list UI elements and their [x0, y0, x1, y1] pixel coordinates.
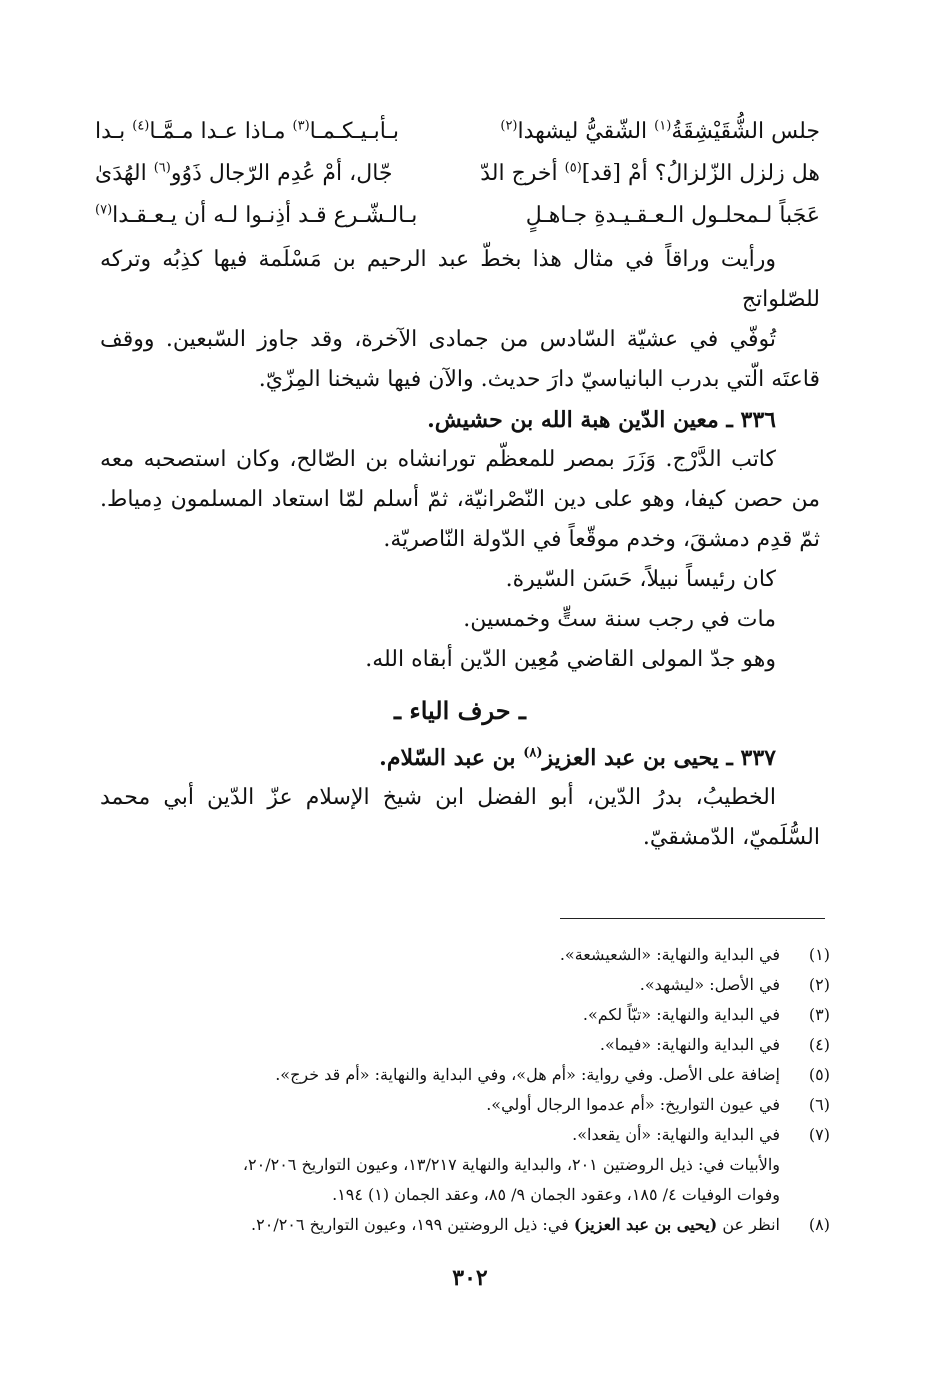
entry-336-paragraph-4: وهو جدّ المولى القاضي مُعِين الدّين أبقاه الله.	[365, 647, 776, 672]
verse-text: مـاذا عـدا مـمَّـا	[149, 118, 293, 144]
entry-337-name: ٣٣٧ ـ يحيى بن عبد العزيز	[542, 745, 776, 771]
footnote-number: (٨)	[808, 1215, 830, 1234]
footnotes	[140, 940, 830, 1240]
verse-2-second-hemistich	[95, 161, 393, 186]
footnote-2	[140, 970, 830, 1000]
verse-1-first-hemistich	[500, 119, 820, 144]
footnote-text-part: انظر عن	[717, 1215, 780, 1234]
footnote-ref: (٥)	[564, 160, 582, 176]
footnote-number: (٦)	[808, 1095, 830, 1114]
footnote-number: (٣)	[808, 1005, 830, 1024]
footnote-number: (٧)	[808, 1125, 830, 1144]
verse-3-first-hemistich	[526, 203, 820, 228]
entry-336-heading: ٣٣٦ ـ معين الدّين هبة الله بن حشيش.	[427, 407, 776, 433]
footnote-1	[140, 940, 830, 970]
verse-text: عَجَباً لـمحلـول الـعـقـيـدةِ جـاهـلٍ	[525, 202, 820, 228]
entry-336-paragraph-3: مات في رجب سنة ستٍّ وخمسين.	[463, 607, 776, 632]
footnote-text-part: في: ذيل الروضتين ١٩٩، وعيون التواريخ ٢٠/٢٠٦.	[251, 1215, 574, 1234]
footnote-ref: (١)	[654, 118, 672, 134]
entry-336-paragraph-1: كاتب الدَّرْج. وَزَرَ بمصر للمعظّم تورانشاه بن الصّالح، وكان استصحبه معه من حصن كيفا، وهو على دين النّصْرانيّة، ثمّ أسلم لمّا استعاد المسلمون دِمياط. ثمّ قدِم دمشقَ، وخدم موقّعاً في الدّولة النّاصريّة.	[100, 447, 820, 552]
main-text	[100, 240, 820, 858]
footnote-text: إضافة على الأصل. وفي رواية: «أم هل»، وفي البداية والنهاية: «أم قد خرج».	[275, 1065, 780, 1084]
entry-337-paragraph-1: الخطيبُ، بدرُ الدّين، أبو الفضل ابن شيخ الإسلام عزّ الدّين أبي محمد السُّلَميّ، الدّمشقيّ.	[100, 785, 820, 850]
footnote-5	[140, 1060, 830, 1090]
footnote-ref: (٣)	[292, 118, 310, 134]
verse-text: أخرج الدّ	[480, 160, 565, 186]
verse-text: جلس الشُّقَيْشِقَةُ	[671, 118, 820, 144]
page-number: ٣٠٢	[452, 1265, 488, 1291]
entry-337-heading	[100, 738, 820, 778]
footnote-number: (١)	[808, 945, 830, 964]
footnote-7-continuation-2: وفوات الوفيات ٤/ ١٨٥، وعقود الجمان ٩/ ٨٥، وعقد الجمان (١) ١٩٤.	[332, 1185, 780, 1204]
verse-line-3	[95, 194, 820, 236]
poem-verses	[95, 110, 820, 236]
verse-2-first-hemistich	[480, 161, 820, 186]
entry-336-paragraph-2: كان رئيساً نبيلاً، حَسَن السّيرة.	[505, 567, 776, 592]
verse-line-2	[95, 152, 820, 194]
verse-line-1	[95, 110, 820, 152]
footnote-8	[140, 1210, 830, 1240]
footnote-4	[140, 1030, 830, 1060]
footnote-text: في البداية والنهاية: «الشعيشعة».	[559, 945, 780, 964]
footnote-ref: (٦)	[153, 160, 171, 176]
footnote-bold-name: (يحيى بن عبد العزيز)	[573, 1215, 718, 1234]
footnote-7-continuation-1: والأبيات في: ذيل الروضتين ٢٠١، والبداية والنهاية ١٣/٢١٧، وعيون التواريخ ٢٠/٢٠٦،	[242, 1155, 780, 1174]
verse-text: الهُدَىٰ	[95, 160, 154, 186]
footnote-number: (٤)	[808, 1035, 830, 1054]
verse-text: بـأبـيـكـمـا	[309, 118, 400, 144]
footnote-3	[140, 1000, 830, 1030]
footnote-divider	[560, 918, 825, 919]
footnote-ref: (٧)	[95, 202, 113, 218]
verse-text: بـالـشّـرع قـد أذِنـوا لـه أن يـعـقـدا	[112, 202, 418, 228]
footnote-ref: (٢)	[500, 118, 518, 134]
paragraph-warraq: ورأيت وراقاً في مثال هذا بخطّ عبد الرحيم بن مَسْلَمة فيها كذِبُه وتركه للصّلواتج	[100, 247, 820, 312]
footnote-text: في البداية والنهاية: «فيما».	[599, 1035, 780, 1054]
footnote-6	[140, 1090, 830, 1120]
verse-3-second-hemistich	[95, 203, 417, 228]
footnote-text: في البداية والنهاية: «أن يقعدا».	[572, 1125, 780, 1144]
section-title: ـ حرف الياء ـ	[394, 696, 526, 725]
verse-text: هل زلزل الزّلزالُ؟ أمْ [قد]	[581, 160, 820, 186]
footnote-7	[140, 1120, 830, 1150]
verse-text: بـدا	[95, 118, 133, 144]
footnote-ref: (٨)	[523, 745, 543, 761]
entry-337-name-end: بن عبد السّلام.	[379, 745, 524, 771]
footnote-ref: (٤)	[132, 118, 150, 134]
footnote-text	[140, 1210, 780, 1240]
footnote-number: (٥)	[808, 1065, 830, 1084]
verse-text: جّال، أمْ عُدِم الرّجال ذَوُو	[170, 160, 393, 186]
footnote-number: (٢)	[808, 975, 830, 994]
footnote-text: في عيون التواريخ: «أم عدموا الرجال أولي».	[486, 1095, 780, 1114]
footnote-text: في الأصل: «ليشهد».	[639, 975, 780, 994]
verse-text: الشّقيُّ ليشهدا	[517, 118, 655, 144]
paragraph-death: تُوفّي في عشيّة السّادس من جمادى الآخرة، وقد جاوز السّبعين. ووقف قاعتَه الّتي بدرب البانياسيّ دارَ حديث. والآن فيها شيخنا المِزّيّ.	[100, 327, 820, 392]
footnote-text: في البداية والنهاية: «تبّاً لكم».	[582, 1005, 780, 1024]
verse-1-second-hemistich	[95, 119, 399, 144]
